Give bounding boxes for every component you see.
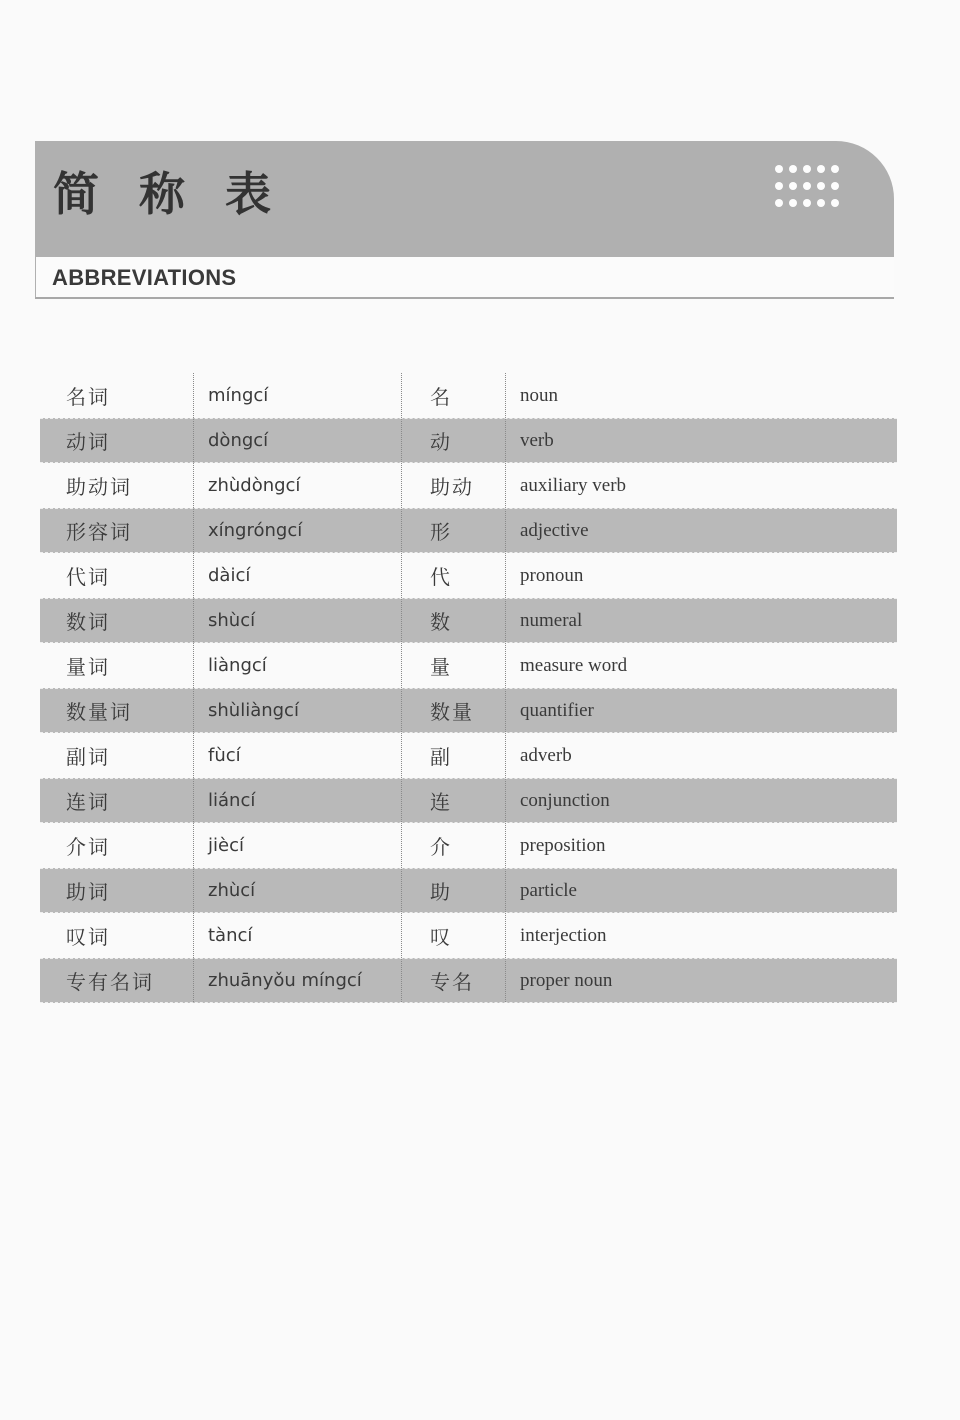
table-row [40, 643, 897, 688]
table-row [40, 373, 897, 418]
dot [817, 182, 825, 190]
english-term: numeral [520, 609, 583, 631]
table-row [40, 418, 897, 463]
chinese-term: 助动词 [40, 463, 194, 508]
dot [789, 182, 797, 190]
chinese-term: 动词 [40, 419, 194, 462]
abbreviation: 专名 [402, 959, 506, 1002]
chinese-term: 量词 [40, 643, 194, 688]
dot-grid-ornament [775, 165, 839, 213]
english-term: preposition [520, 834, 606, 856]
chinese-term: 形容词 [40, 509, 194, 552]
abbreviation: 副 [402, 733, 506, 778]
english-term: adjective [520, 519, 589, 541]
dot [817, 165, 825, 173]
english-term: auxiliary verb [520, 474, 627, 496]
pinyin: liáncí [194, 779, 402, 822]
chinese-term: 数词 [40, 599, 194, 642]
abbreviation: 助动 [402, 463, 506, 508]
abbreviation: 叹 [402, 913, 506, 958]
abbreviation: 量 [402, 643, 506, 688]
table-row [40, 553, 897, 598]
english-term: interjection [520, 924, 607, 946]
title-banner [35, 141, 894, 299]
dot [775, 199, 783, 207]
pinyin: zhuānyǒu míngcí [194, 959, 402, 1002]
table-row [40, 598, 897, 643]
pinyin: zhùdòngcí [194, 463, 402, 508]
english-term: noun [520, 384, 558, 406]
english-term: quantifier [520, 699, 594, 721]
pinyin: shùcí [194, 599, 402, 642]
dot [789, 199, 797, 207]
table-row [40, 868, 897, 913]
pinyin: dàicí [194, 553, 402, 598]
chinese-term: 介词 [40, 823, 194, 868]
subtitle-bar [35, 257, 894, 297]
dot [803, 199, 811, 207]
chinese-term: 名词 [40, 373, 194, 418]
pinyin: tàncí [194, 913, 402, 958]
english-term: adverb [520, 744, 572, 766]
pinyin: zhùcí [194, 869, 402, 912]
page-title: 简 称 表 [53, 167, 284, 221]
abbreviation: 代 [402, 553, 506, 598]
dot [831, 165, 839, 173]
abbreviation: 数 [402, 599, 506, 642]
english-term: measure word [520, 654, 628, 676]
dot [775, 165, 783, 173]
dot [789, 165, 797, 173]
table-row [40, 463, 897, 508]
table-row [40, 913, 897, 958]
table-row [40, 508, 897, 553]
abbreviation: 助 [402, 869, 506, 912]
chinese-term: 助词 [40, 869, 194, 912]
dot [831, 199, 839, 207]
dot [803, 165, 811, 173]
chinese-term: 副词 [40, 733, 194, 778]
abbreviation: 形 [402, 509, 506, 552]
table-row [40, 823, 897, 868]
abbreviation: 数量 [402, 689, 506, 732]
abbreviation: 动 [402, 419, 506, 462]
english-term: particle [520, 879, 577, 901]
pinyin: dòngcí [194, 419, 402, 462]
chinese-term: 数量词 [40, 689, 194, 732]
pinyin: liàngcí [194, 643, 402, 688]
chinese-term: 叹词 [40, 913, 194, 958]
dot [775, 182, 783, 190]
dot [817, 199, 825, 207]
abbreviation: 连 [402, 779, 506, 822]
dot [831, 182, 839, 190]
abbreviations-table [40, 373, 897, 1003]
english-term: verb [520, 429, 554, 451]
table-row [40, 778, 897, 823]
abbreviation: 名 [402, 373, 506, 418]
chinese-term: 代词 [40, 553, 194, 598]
table-row [40, 958, 897, 1003]
pinyin: fùcí [194, 733, 402, 778]
chinese-term: 连词 [40, 779, 194, 822]
table-row [40, 733, 897, 778]
abbreviation: 介 [402, 823, 506, 868]
pinyin: xíngróngcí [194, 509, 402, 552]
page-subtitle: ABBREVIATIONS [52, 265, 237, 290]
english-term: proper noun [520, 969, 613, 991]
pinyin: míngcí [194, 373, 402, 418]
pinyin: jiècí [194, 823, 402, 868]
pinyin: shùliàngcí [194, 689, 402, 732]
table-row [40, 688, 897, 733]
dot [803, 182, 811, 190]
english-term: conjunction [520, 789, 610, 811]
english-term: pronoun [520, 564, 584, 586]
chinese-term: 专有名词 [40, 959, 194, 1002]
